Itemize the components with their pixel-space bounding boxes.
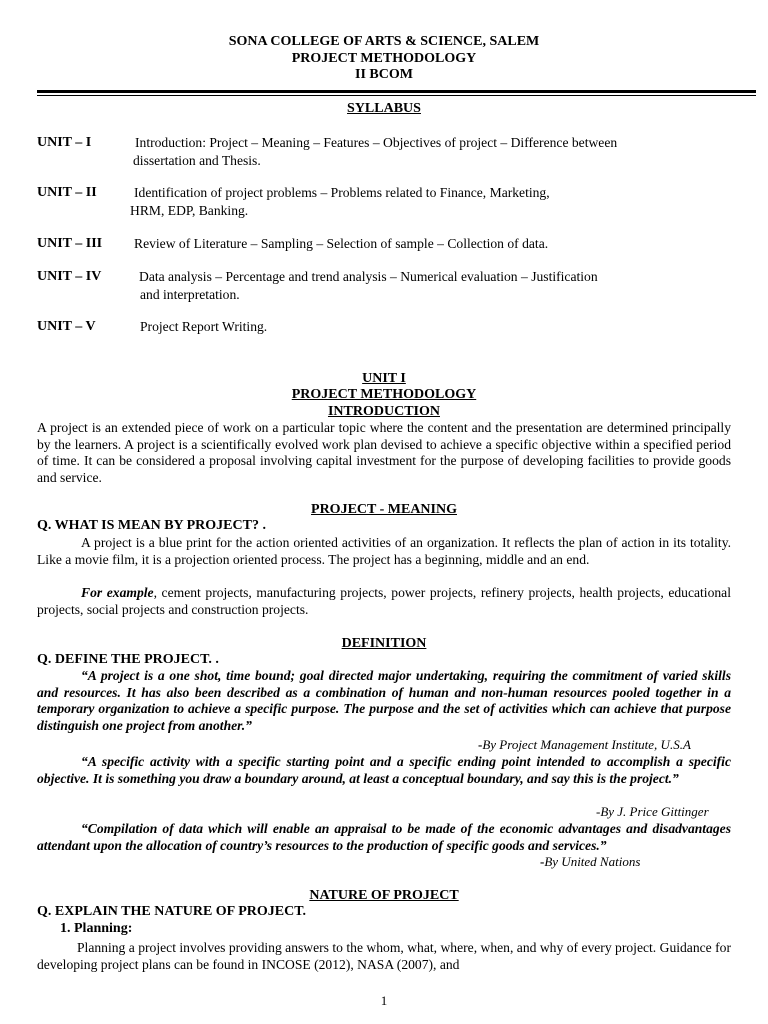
definition-quote-3 [37, 821, 731, 854]
quote-2-text: “A specific activity with a specific starting point and a specific ending point intended to accomplish a specific objective. It is something you draw a boundary around, at least a conceptual boundary, and say this is the project.” [37, 754, 731, 786]
example-text [37, 585, 731, 618]
attribution-1-text: By Project Management Institute, U.S.A [482, 737, 691, 752]
definition-question: Q. DEFINE THE PROJECT. . [37, 652, 219, 667]
unit-description: Review of Literature – Sampling – Selection of sample – Collection of data. [134, 236, 549, 251]
header-rule-thin [37, 95, 756, 96]
unit-description: Introduction: Project – Meaning – Features – Objectives of project – Difference between [135, 135, 618, 150]
planning-item: 1. Planning: [60, 921, 133, 936]
unit-1-title: UNIT I [362, 371, 406, 386]
definition-attribution-1: -By Project Management Institute, U.S.A [478, 737, 691, 752]
unit-description: Data analysis – Percentage and trend analysis – Numerical evaluation – Justification [139, 269, 598, 284]
meaning-question: Q. WHAT IS MEAN BY PROJECT? . [37, 518, 266, 533]
meaning-text-body: A project is a blue print for the action oriented activities of an organization. It reflects the plan of action in its totality. Like a movie film, it is a projection oriented process. The project has a beginning, middle and an end. [37, 535, 731, 567]
unit-label: UNIT – II [37, 185, 97, 200]
introduction-text: A project is an extended piece of work on a particular topic where the content and the presentation are determined principally by the learners. A project is a scientifically evolved work plan devised to achieve a specific objective within a specified period of time. It can be considered a proposal involving capital investment for the purpose of developing facilities to provide goods and service. [37, 420, 731, 485]
unit-description-cont: and interpretation. [140, 287, 240, 302]
document-header [0, 34, 768, 84]
unit-description-cont: dissertation and Thesis. [133, 153, 261, 168]
unit-description-cont: HRM, EDP, Banking. [130, 203, 249, 218]
planning-text-body: Planning a project involves providing answers to the whom, what, where, when, and why of every project. Guidance for developing project plans can be found in INCOSE (2012), NASA (2007), and [37, 940, 731, 972]
unit-label: UNIT – IV [37, 269, 102, 284]
nature-question: Q. EXPLAIN THE NATURE OF PROJECT. [37, 904, 307, 919]
unit-description: Project Report Writing. [140, 319, 268, 334]
nature-heading: NATURE OF PROJECT [309, 888, 459, 903]
definition-quote-2 [37, 754, 731, 787]
definition-quote-1 [37, 668, 731, 734]
class-name: II BCOM [355, 67, 413, 82]
unit-1-subtitle: PROJECT METHODOLOGY [291, 387, 477, 402]
meaning-heading: PROJECT - MEANING [311, 502, 457, 517]
definition-attribution-3: -By United Nations [540, 854, 641, 869]
quote-1-text: “A project is a one shot, time bound; goal directed major undertaking, requiring the commitment of varied skills and resources. It has also been described as a combination of human and non-human resources pooled together in a temporary organization to achieve a specific purpose. The purpose and the set of activities which can achieve that purpose distinguish one project from another.” [37, 668, 731, 733]
course-title: PROJECT METHODOLOGY [291, 50, 477, 66]
introduction-heading: INTRODUCTION [327, 404, 440, 419]
unit-label: UNIT – I [37, 135, 92, 150]
syllabus-title: SYLLABUS [347, 101, 421, 116]
college-name: SONA COLLEGE OF ARTS & SCIENCE, SALEM [228, 34, 540, 49]
example-body: , cement projects, manufacturing projects, power projects, refinery projects, health projects, educational projects, social projects and construction projects. [37, 585, 731, 617]
unit-description: Identification of project problems – Problems related to Finance, Marketing, [134, 185, 550, 200]
page-number: 1 [380, 993, 388, 1008]
header-rule-thick [37, 90, 756, 93]
meaning-text [37, 535, 731, 568]
unit-label: UNIT – III [37, 236, 103, 251]
example-lead: For example [81, 585, 154, 600]
planning-text [37, 940, 731, 973]
definition-attribution-2: -By J. Price Gittinger [596, 804, 709, 819]
attribution-3-text: By United Nations [544, 854, 641, 869]
quote-3-text: “Compilation of data which will enable an appraisal to be made of the economic advantages and disadvantages attendant upon the allocation of country’s resources to the production of specific goods and services.” [37, 821, 731, 853]
definition-heading: DEFINITION [341, 636, 427, 651]
unit-label: UNIT – V [37, 319, 96, 334]
